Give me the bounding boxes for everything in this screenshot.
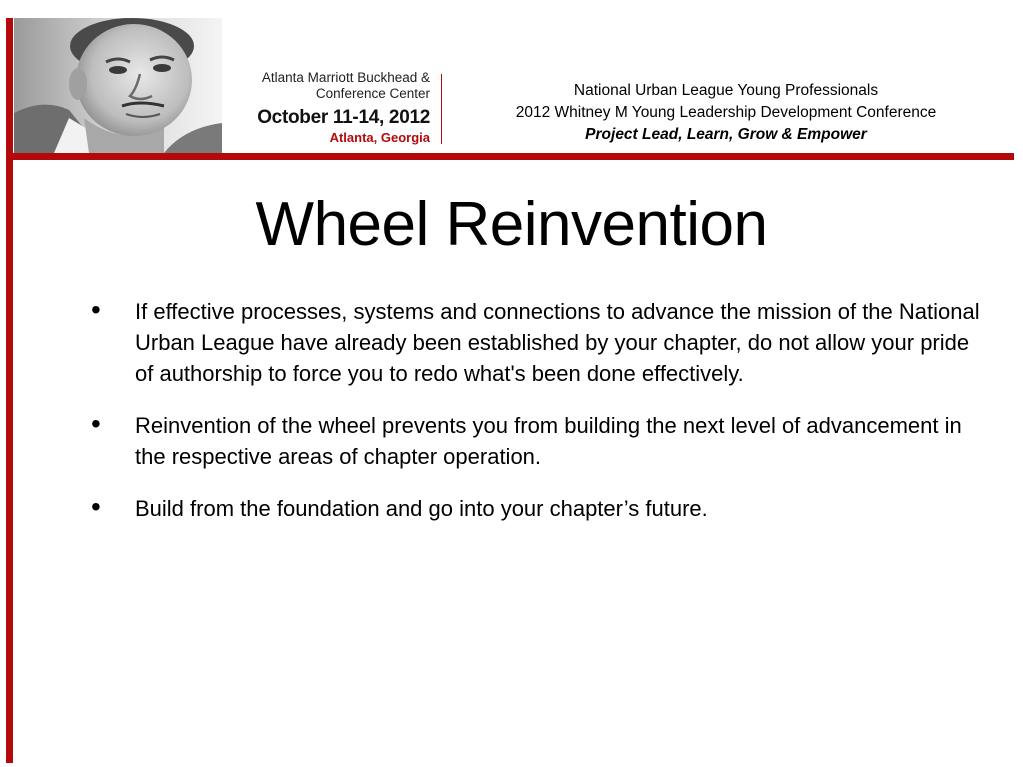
- red-horizontal-rule: [6, 153, 1014, 160]
- bullet-icon: •: [91, 408, 101, 439]
- bullet-item: [84, 296, 984, 389]
- bullet-text: Reinvention of the wheel prevents you from building the next level of advancement in the respective areas of chapter operation.: [135, 413, 962, 469]
- header-divider: [441, 74, 442, 144]
- bullet-icon: •: [91, 294, 101, 325]
- portrait-illustration: [14, 18, 222, 153]
- venue-name: Atlanta Marriott Buckhead &: [261, 70, 430, 85]
- organization-name: National Urban League Young Professionals: [573, 82, 879, 99]
- bullet-icon: •: [91, 491, 101, 522]
- conference-name: 2012 Whitney M Young Leadership Development Conference: [515, 104, 937, 121]
- venue-block: [240, 70, 430, 146]
- bullet-item: [84, 493, 984, 524]
- event-city: Atlanta, Georgia: [329, 130, 430, 145]
- bullet-item: [84, 410, 984, 472]
- slide-title: Wheel Reinvention: [255, 190, 768, 259]
- bullet-list: [84, 296, 984, 545]
- conference-tagline: Project Lead, Learn, Grow & Empower: [585, 126, 867, 143]
- red-vertical-rule: [6, 18, 13, 763]
- event-dates: October 11-14, 2012: [257, 107, 430, 128]
- bullet-text: Build from the foundation and go into your chapter’s future.: [135, 496, 708, 521]
- portrait-photo: [14, 18, 222, 153]
- bullet-text: If effective processes, systems and connections to advance the mission of the National Urban League have already been established by your chapter, do not allow your pride of authorship to force you to redo what's been done effectively.: [135, 299, 980, 386]
- conference-block: [470, 80, 982, 146]
- venue-subname: Conference Center: [315, 86, 430, 101]
